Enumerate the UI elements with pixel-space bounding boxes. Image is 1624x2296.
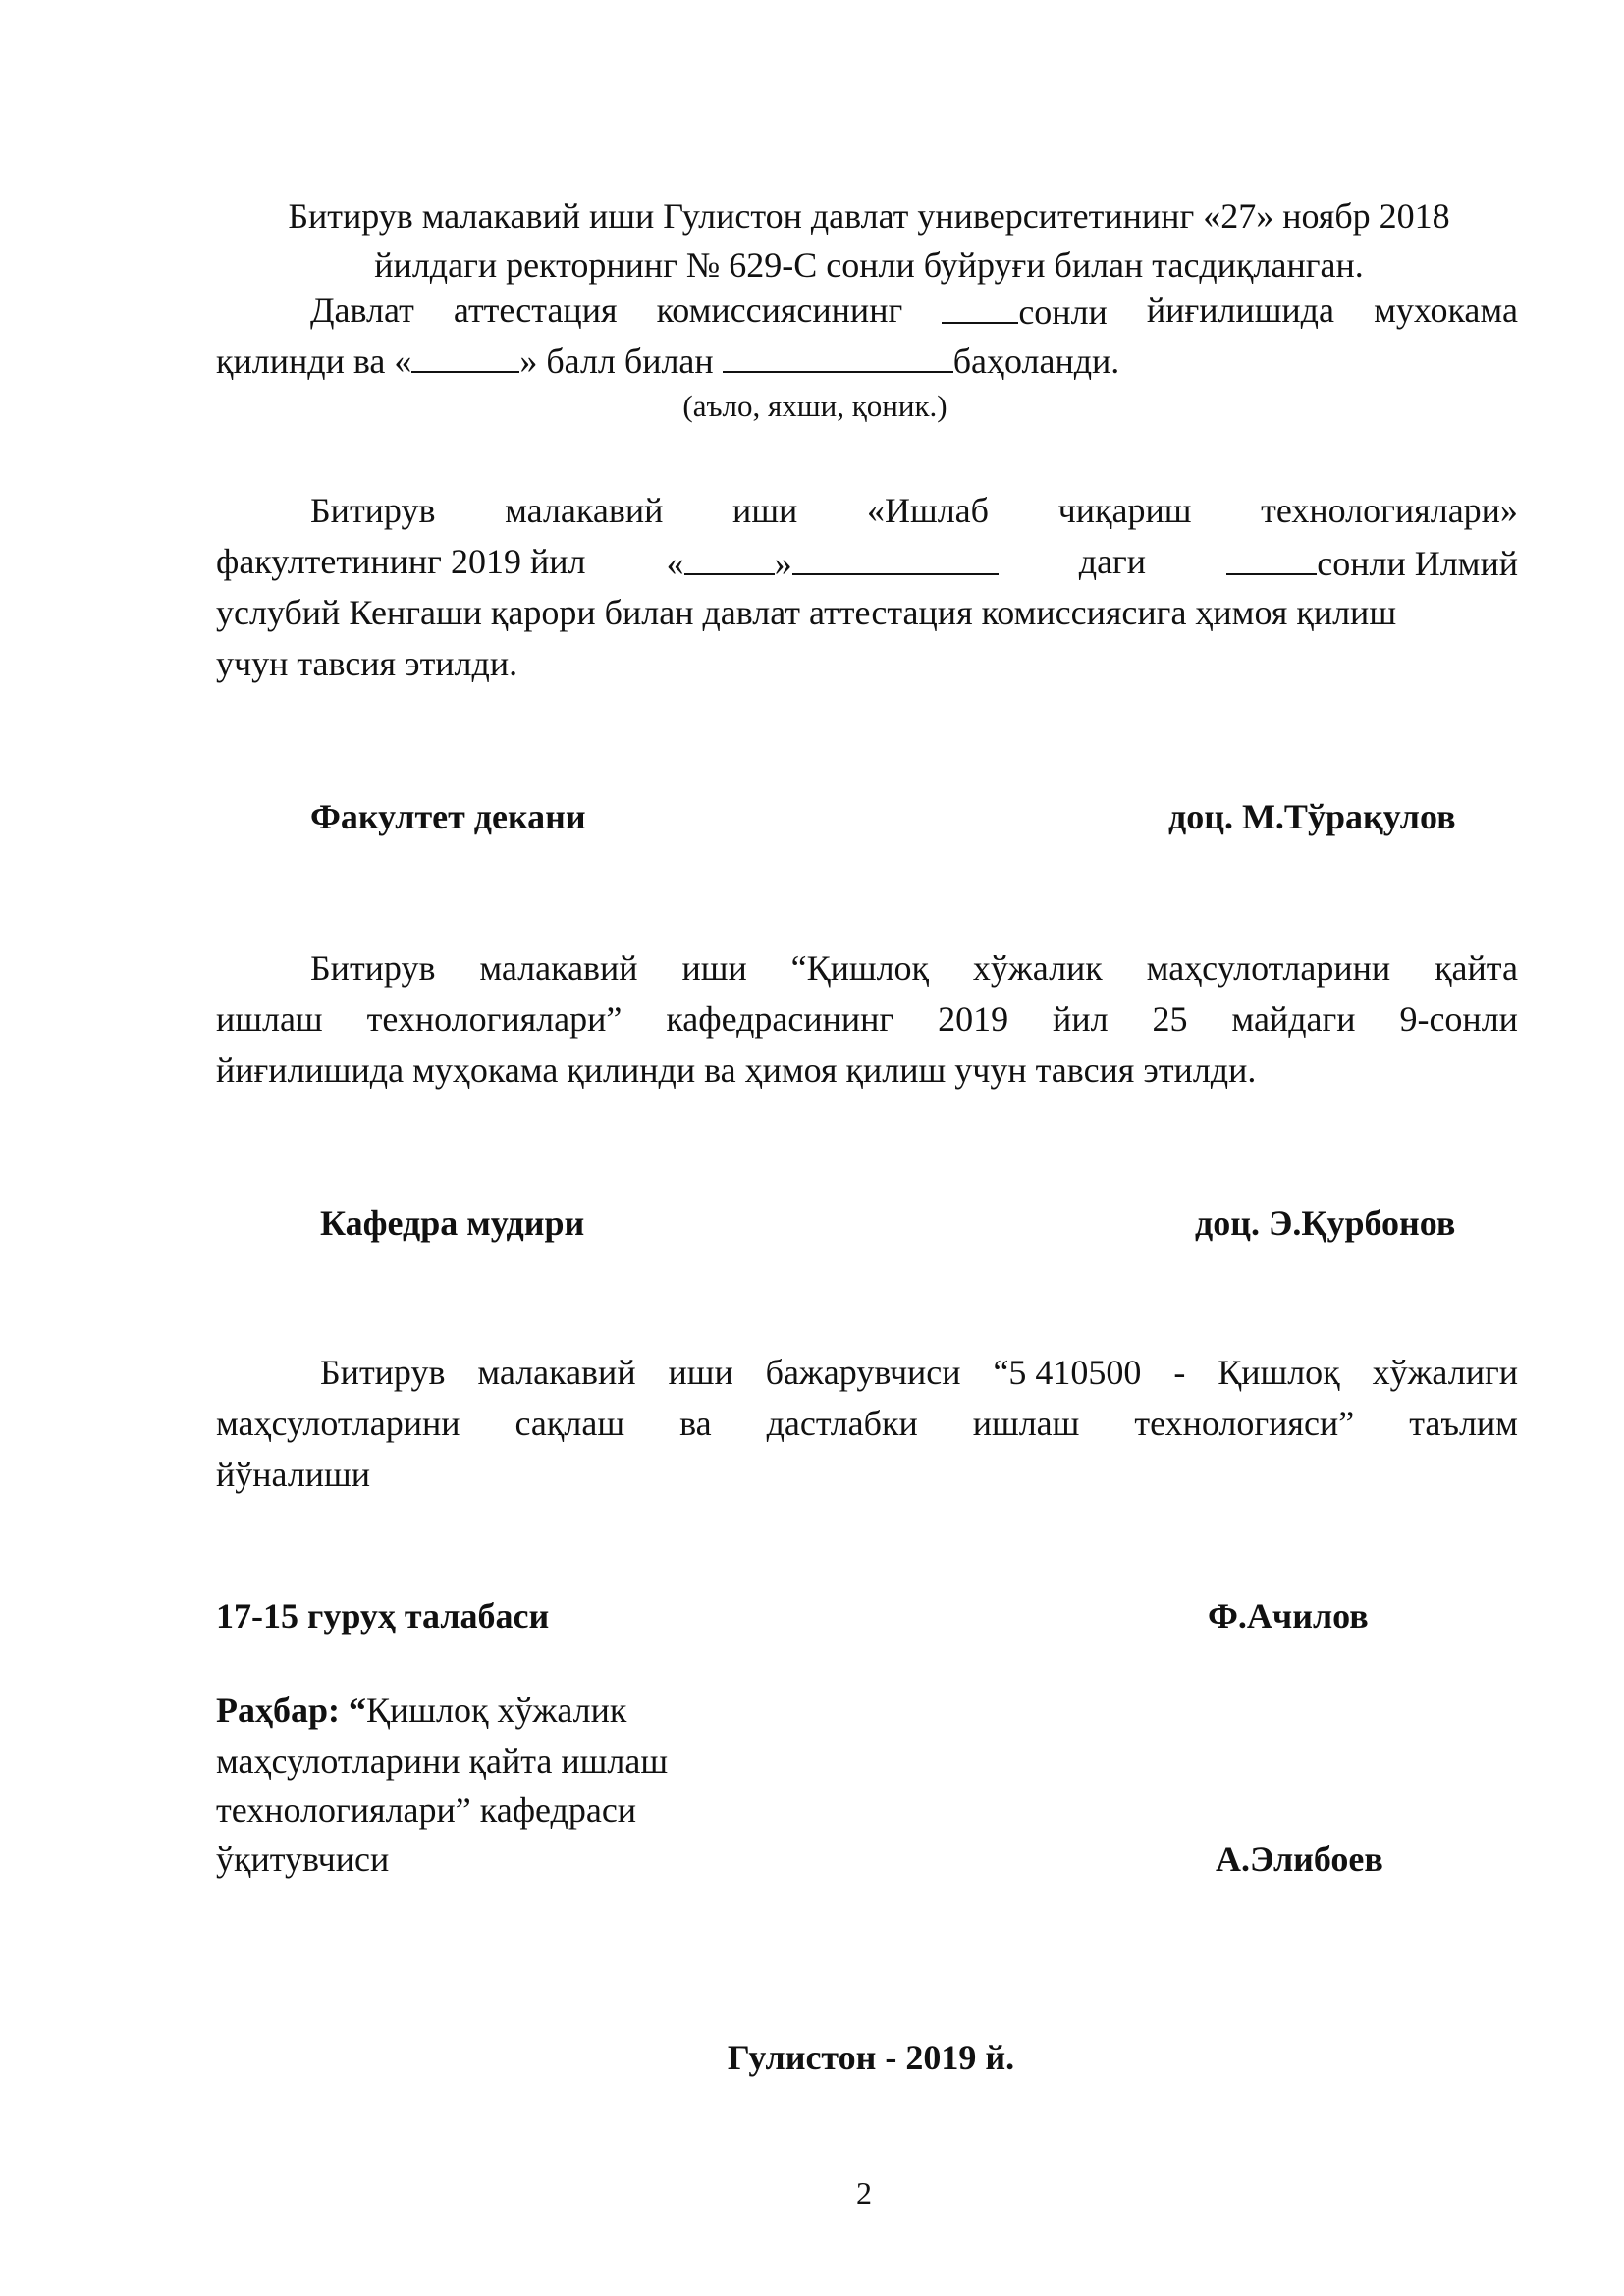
commission-word: комиссиясининг	[656, 291, 903, 330]
supervisor-line-4: ўқитувчиси	[216, 1840, 390, 1879]
page-number: 2	[856, 2175, 872, 2211]
approval-line-1: Битирув малакавий иши Гулистон давлат университетининг «27» ноябр 2018	[288, 196, 1450, 236]
student-title: 17-15 гуруҳ талабаси	[216, 1596, 550, 1635]
supervisor-line-2: маҳсулотларини қайта ишлаш	[216, 1741, 669, 1781]
department-line-2: ишлаш технологиялари” кафедрасининг 2019 йил 25 майдаги 9-сонли	[216, 999, 1518, 1039]
department-line-1: Битирув малакавий иши “Қишлоқ хўжалик маҳсулотларини қайта	[310, 948, 1518, 988]
dean-name: доц. М.Тўрақулов	[1168, 797, 1456, 836]
council-number-blank[interactable]	[1226, 536, 1317, 575]
supervisor-name: А.Элибоев	[1216, 1840, 1383, 1879]
council-line-4: учун тавсия этилди.	[216, 644, 518, 683]
commission-line	[310, 285, 1518, 338]
grade-hint: (аъло, яхши, қоник.)	[682, 389, 947, 423]
grade-line: қилинди ва « » балл билан баҳоланди.	[216, 334, 1522, 387]
commission-word: мухокама	[1374, 291, 1518, 330]
head-name: доц. Э.Қурбонов	[1195, 1203, 1456, 1243]
commission-word: Давлат	[310, 291, 414, 330]
supervisor-label: Раҳбар: “	[216, 1690, 366, 1730]
council-line-1: Битирув малакавий иши «Ишлаб чиқариш технологиялари»	[310, 491, 1518, 530]
supervisor-line-3: технологиялари” кафедраси	[216, 1790, 637, 1830]
student-name: Ф.Ачилов	[1208, 1596, 1369, 1635]
approval-line-2: йилдаги ректорнинг № 629-С сонли буйруғи билан тасдиқланган.	[374, 245, 1364, 285]
executor-line-3: йўналиши	[216, 1455, 371, 1494]
head-title: Кафедра мудири	[320, 1203, 585, 1243]
council-line-3: услубий Кенгаши қарори билан давлат аттестация комиссиясига ҳимоя қилиш	[216, 593, 1397, 632]
council-line-2: факултетининг 2019 йил « » даги сонли Илмий	[216, 536, 1518, 589]
council-month-blank[interactable]	[792, 536, 999, 575]
grade-blank[interactable]	[723, 334, 953, 373]
supervisor-line-1: Раҳбар: “Қишлоқ хўжалик	[216, 1690, 627, 1730]
score-blank[interactable]	[411, 334, 519, 373]
executor-line-1: Битирув малакавий иши бажарувчиси “5 410500 - Қишлоқ хўжалиги	[320, 1353, 1518, 1392]
commission-word: йиғилишида	[1146, 291, 1334, 330]
commission-word: аттестация	[453, 291, 618, 330]
place-year: Гулистон - 2019 й.	[727, 2038, 1015, 2077]
executor-line-2: маҳсулотларини сақлаш ва дастлабки ишлаш технологияси” таълим	[216, 1404, 1518, 1443]
dean-title: Факултет декани	[310, 797, 586, 836]
commission-number-blank[interactable]: сонли	[942, 285, 1107, 338]
council-day-blank[interactable]	[684, 536, 775, 575]
department-line-3: йиғилишида муҳокама қилинди ва ҳимоя қилиш учун тавсия этилди.	[216, 1050, 1257, 1090]
